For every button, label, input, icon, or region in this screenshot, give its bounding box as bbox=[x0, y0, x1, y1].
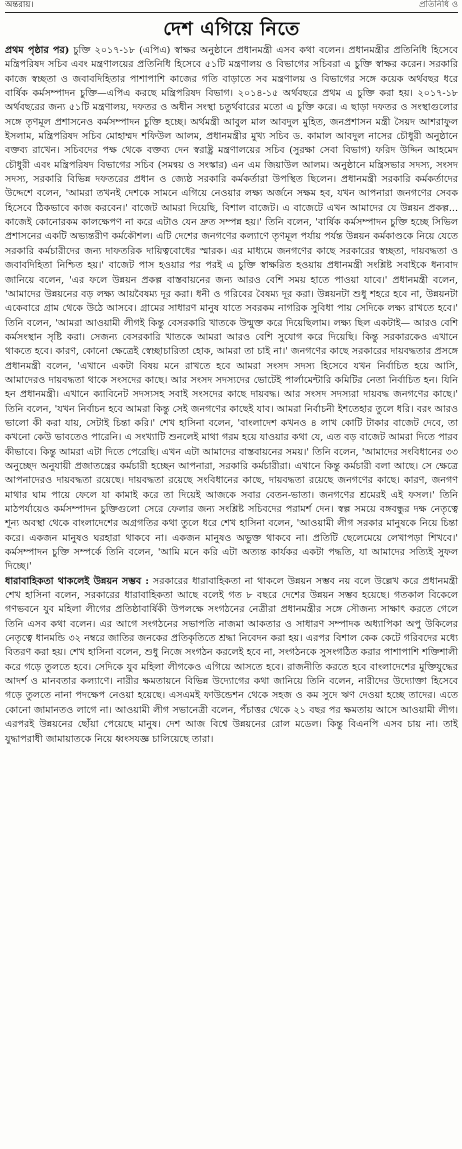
lead-paragraph-text: চুক্তি ২০১৭-১৮ (এপিএ) স্বাক্ষর অনুষ্ঠানে প্রধানমন্ত্রী এসব কথা বলেন। প্রধানমন্ত্রীর প্রতিনিধি হিসেবে মন্ত্রিপরিষদ সচিব এবং মন্ত্রণালয়ের প্রতিনিধি হিসেবে ৫১টি মন্ত্রণালয় ও বিভাগের সচিবরা এ চুক্তি স্বাক্ষর করেন। সরকারি কাজে স্বচ্ছতা ও জবাবদিহিতার পাশাপাশি কাজের গতি বাড়াতে সব মন্ত্রণালয় ও বিভাগের সঙ্গে কয়েক অর্থবছর ধরে বার্ষিক কর্মসম্পাদন চুক্তি—এপিএ করছে মন্ত্রিপরিষদ বিভাগ। ২০১৪-১৫ অর্থবছরে প্রথম এ চুক্তি করা হয়। ২০১৭-১৮ অর্থবছরের জন্য ৫১টি মন্ত্রণালয়, দফতর ও অধীন সংস্থা চতুর্থবারের মতো এ চুক্তি করে। এ ছাড়া দফতর ও সংস্থাগুলোর সঙ্গে তৃণমূল প্রশাসনেও কর্মসম্পাদন চুক্তি হচ্ছে। অর্থমন্ত্রী আবুল মাল আবদুল মুহিত, জনপ্রশাসন মন্ত্রী সৈয়দ আশরাফুল ইসলাম, মন্ত্রিপরিষদ সচিব মোহাম্মদ শফিউল আলম, প্রধানমন্ত্রীর মুখ্য সচিব ড. কামাল আবদুল নাসের চৌধুরী অনুষ্ঠানে বক্তব্য রাখেন। সচিবদের পক্ষ থেকে বক্তব্য দেন স্বরাষ্ট্র মন্ত্রণালয়ের সচিব (সুরক্ষা সেবা বিভাগ) ফরিদ উদ্দিন আহমেদ চৌধুরী এবং মন্ত্রিপরিষদ বিভাগের সচিব (সমন্বয় ও সংস্কার) এন এম জিয়াউল আলম। অনুষ্ঠানে মন্ত্রিসভার সদস্য, সংসদ সদস্য, সরকারি বিভিন্ন দফতরের প্রধান ও জ্যেষ্ঠ সরকারি কর্মকর্তারা উপস্থিত ছিলেন। প্রধানমন্ত্রী সরকারি কর্মকর্তাদের উদ্দেশে বলেন, 'আমরা তখনই দেশকে সামনে এগিয়ে নেওয়ার লক্ষ্য অর্জনে সক্ষম হব, যখন আপনারা জনগণের সেবক হিসেবে ঠিকভাবে কাজ করবেন।' বাজেট আমরা দিয়েছি, বিশাল বাজেট। এ বাজেটে এখন আমাদের যে উন্নয়ন প্রকল্প... কাজেই কোনোরকম কালক্ষেপণ না করে এটাও যেন দ্রুত সম্পন্ন হয়।' তিনি বলেন, 'বার্ষিক কর্মসম্পাদন চুক্তি হচ্ছে সিভিল প্রশাসনের একটি অভ্যন্তরীণ কর্মকৌশল। এটি দেশের জনগণের কল্যাণে তৃণমূল পর্যায় পর্যন্ত উন্নয়ন কর্মকাণ্ডকে নিয়ে যেতে সরকারি কর্মচারীদের জন্য দাফতরিক দায়িত্ববোধের স্মারক। এর মাধ্যমে জনগণের কাছে সরকারের স্বচ্ছতা, দায়বদ্ধতা ও জবাবদিহিতা নিশ্চিত হয়।' বাজেট পাস হওয়ার পর পরই এ চুক্তি স্বাক্ষরিত হওয়ায় প্রধানমন্ত্রী সংশ্লিষ্ট সবাইকে ধন্যবাদ জানিয়ে বলেন, 'এর ফলে উন্নয়ন প্রকল্প বাস্তবায়নের জন্য আরও বেশি সময় হাতে পাওয়া যাবে।' প্রধানমন্ত্রী বলেন, 'আমাদের উন্নয়নের বড় লক্ষ্য আয়বৈষম্য দূর করা। ধনী ও গরিবের বৈষম্য দূর করা। উন্নয়নটা শুধু শহরে হবে না, উন্নয়নটা একেবারে গ্রাম থেকে উঠে আসবে। গ্রামের সাধারণ মানুষ যাতে সবরকম নাগরিক সুবিধা পায় সেদিকে লক্ষ্য রাখতে হবে।' তিনি বলেন, 'আমরা আওয়ামী লীগই কিন্তু বেসরকারি খাতকে উন্মুক্ত করে দিয়েছিলাম। লক্ষ্য ছিল একটাই— আরও বেশি কর্মসংস্থান সৃষ্টি করা। সেজন্য বেসরকারি খাতকে আমরা আরও বেশি সুযোগ করে দিয়েছি। কিন্তু সরকারকেও এখানে থাকতে হবে। কারণ, কোনো ক্ষেত্রেই স্বেচ্ছাচারিতা হোক, আমরা তা চাই না।' জনগণের কাছে সরকারের দায়বদ্ধতার প্রসঙ্গে প্রধানমন্ত্রী বলেন, 'এখানে একটা বিষয় মনে রাখতে হবে আমরা সংসদ সদস্য হিসেবে যখন নির্বাচিত হয়ে আসি, আমাদেরও দায়বদ্ধতা থাকে সংসদের কাছে। আর সংসদ সদস্যদের ভোটেই পার্লামেন্টারি কমিটির নেতা নির্বাচিত হন। যিনি হন প্রধানমন্ত্রী। এখানে ক্যাবিনেট সদস্যসহ সবাই সংসদের কাছে দায়বদ্ধ। আর সংসদ সদস্যরা দায়বদ্ধ জনগণের কাছে।' তিনি বলেন, 'যখন নির্বাচন হবে আমরা কিন্তু সেই জনগণের কাছেই যাব। আমরা নির্বাচনী ইশতেহার তুলে ধরি। বরং আরও ভালো কী করা যায়, সেটাই চিন্তা করি।' শেখ হাসিনা বলেন, 'বাংলাদেশ কখনও ৪ লাখ কোটি টাকার বাজেট দেবে, তা কখনো কেউ ভাবতেও পারেনি। এ সংখ্যাটি শুনলেই মাথা গরম হয়ে যাওয়ার কথা যে, এত বড় বাজেট আমরা দিতে পারব কীভাবে। কিন্তু আমরা এটা দিতে পেরেছি। এখন এটা আমাদের বাস্তবায়নের সময়।' তিনি বলেন, 'আমাদের সংবিধানের ৩৩ অনুচ্ছেদ অনুযায়ী প্রজাতন্ত্রের কর্মচারী হচ্ছেন আপনারা, সরকারি কর্মচারীরা। এখানে কিন্তু কর্মচারী বলা আছে। সে ক্ষেত্রে আপনাদেরও দায়বদ্ধতা রয়েছে। দায়বদ্ধতা রয়েছে সংবিধানের কাছে, দায়বদ্ধতা রয়েছে জনগণের কাছে। কারণ, জনগণ মাথার ঘাম পায়ে ফেলে যা কামাই করে তা দিয়েই আজকে সবার বেতন-ভাতা। জনগণের শ্রমেরই এই ফসল।' তিনি মাঠপর্যায়েও কর্মসম্পাদন চুক্তিগুলো সেরে ফেলার জন্য সংশ্লিষ্ট সচিবদের পরামর্শ দেন। স্বল্প সময়ে বঙ্গবন্ধুর দক্ষ নেতৃত্বে শূন্য অবস্থা থেকে বাংলাদেশের অগ্রগতির কথা তুলে ধরে শেখ হাসিনা বলেন, 'আওয়ামী লীগ সরকার মানুষকে নিয়ে চিন্তা করে। একজন মানুষও ঘরহারা থাকবে না। একজন মানুষও অভুক্ত থাকবে না। প্রতিটি ছেলেমেয়ে লেখাপড়া শিখবে।' কর্মসম্পাদন চুক্তি সম্পর্কে তিনি বলেন, 'আমি মনে করি এটা অত্যন্ত কার্যকর একটা পদ্ধতি, যা আমাদের সত্যিই সুফল দিচ্ছে।' bbox=[5, 45, 458, 573]
article-section-paragraph bbox=[5, 575, 458, 747]
article-body bbox=[5, 44, 458, 747]
continuation-label: প্রথম পৃষ্ঠার পর) bbox=[5, 45, 70, 56]
previous-column-text-right: প্রতিনিধি ও bbox=[419, 0, 458, 10]
section-paragraph-text: সরকারের ধারাবাহিকতা না থাকলে উন্নয়ন সম্ভব নয় বলে উল্লেখ করে প্রধানমন্ত্রী শেখ হাসিনা বলেন, সরকারের ধারাবাহিকতা আছে বলেই গত ৮ বছরে দেশের উন্নয়ন সম্ভব হয়েছে। গতকাল বিকেলে গণভবনে যুব মহিলা লীগের প্রতিষ্ঠাবার্ষিকী উপলক্ষে সংগঠনের নেত্রীরা প্রধানমন্ত্রীর সঙ্গে সৌজন্য সাক্ষাৎ করতে গেলে তিনি এসব কথা বলেন। এর আগে সংগঠনের সভাপতি নাজমা আকতার ও সাধারণ সম্পাদক অধ্যাপিকা অপু উকিলের নেতৃত্বে ধানমন্ডি ৩২ নম্বরে জাতির জনকের প্রতিকৃতিতে শ্রদ্ধা নিবেদন করা হয়। এরপর বিশাল কেক কেটে গরিবদের মধ্যে বিতরণ করা হয়। শেখ হাসিনা বলেন, শুধু নিজে সংগঠন করলেই হবে না, সংগঠনকে সুসংগঠিত করার পাশাপাশি শক্তিশালী করে গড়ে তুলতে হবে। সেদিকে যুব মহিলা লীগকেও এগিয়ে আসতে হবে। রাজনীতি করতে হবে বাংলাদেশের মুক্তিযুদ্ধের আদর্শ ও মানবতার কল্যাণে। নারীর ক্ষমতায়নে বিভিন্ন উদ্যোগের কথা জানিয়ে তিনি বলেন, নারীদের উদ্যোক্তা হিসেবে গড়ে তুলতে নানা পদক্ষেপ নেওয়া হয়েছে। এসএমই ফাউন্ডেশন থেকে সহজ ও কম সুদে ঋণ দেওয়া হচ্ছে তাদের। এতে কোনো জামানতও লাগে না। আওয়ামী লীগ সভানেত্রী বলেন, পঁচাত্তর থেকে ২১ বছর পর ক্ষমতায় আসে আওয়ামী লীগ। এরপরই উন্নয়নের ছোঁয়া পেয়েছে মানুষ। দেশ আজ বিশ্বে উন্নয়নের রোল মডেল। কিন্তু বিএনপি এসব চায় না। তাই যুদ্ধাপরাধী জামায়াতকে নিয়ে ধ্বংসযজ্ঞ চালিয়েছে তারা। bbox=[5, 575, 458, 745]
previous-column-text: অন্তরায়। bbox=[5, 0, 34, 10]
article-lead-paragraph bbox=[5, 44, 458, 575]
column-divider bbox=[5, 12, 458, 13]
article-headline: দেশ এগিয়ে নিতে bbox=[163, 18, 300, 40]
subheading: ধারাবাহিকতা থাকলেই উন্নয়ন সম্ভব : bbox=[5, 575, 149, 587]
previous-column-tail bbox=[5, 0, 458, 12]
